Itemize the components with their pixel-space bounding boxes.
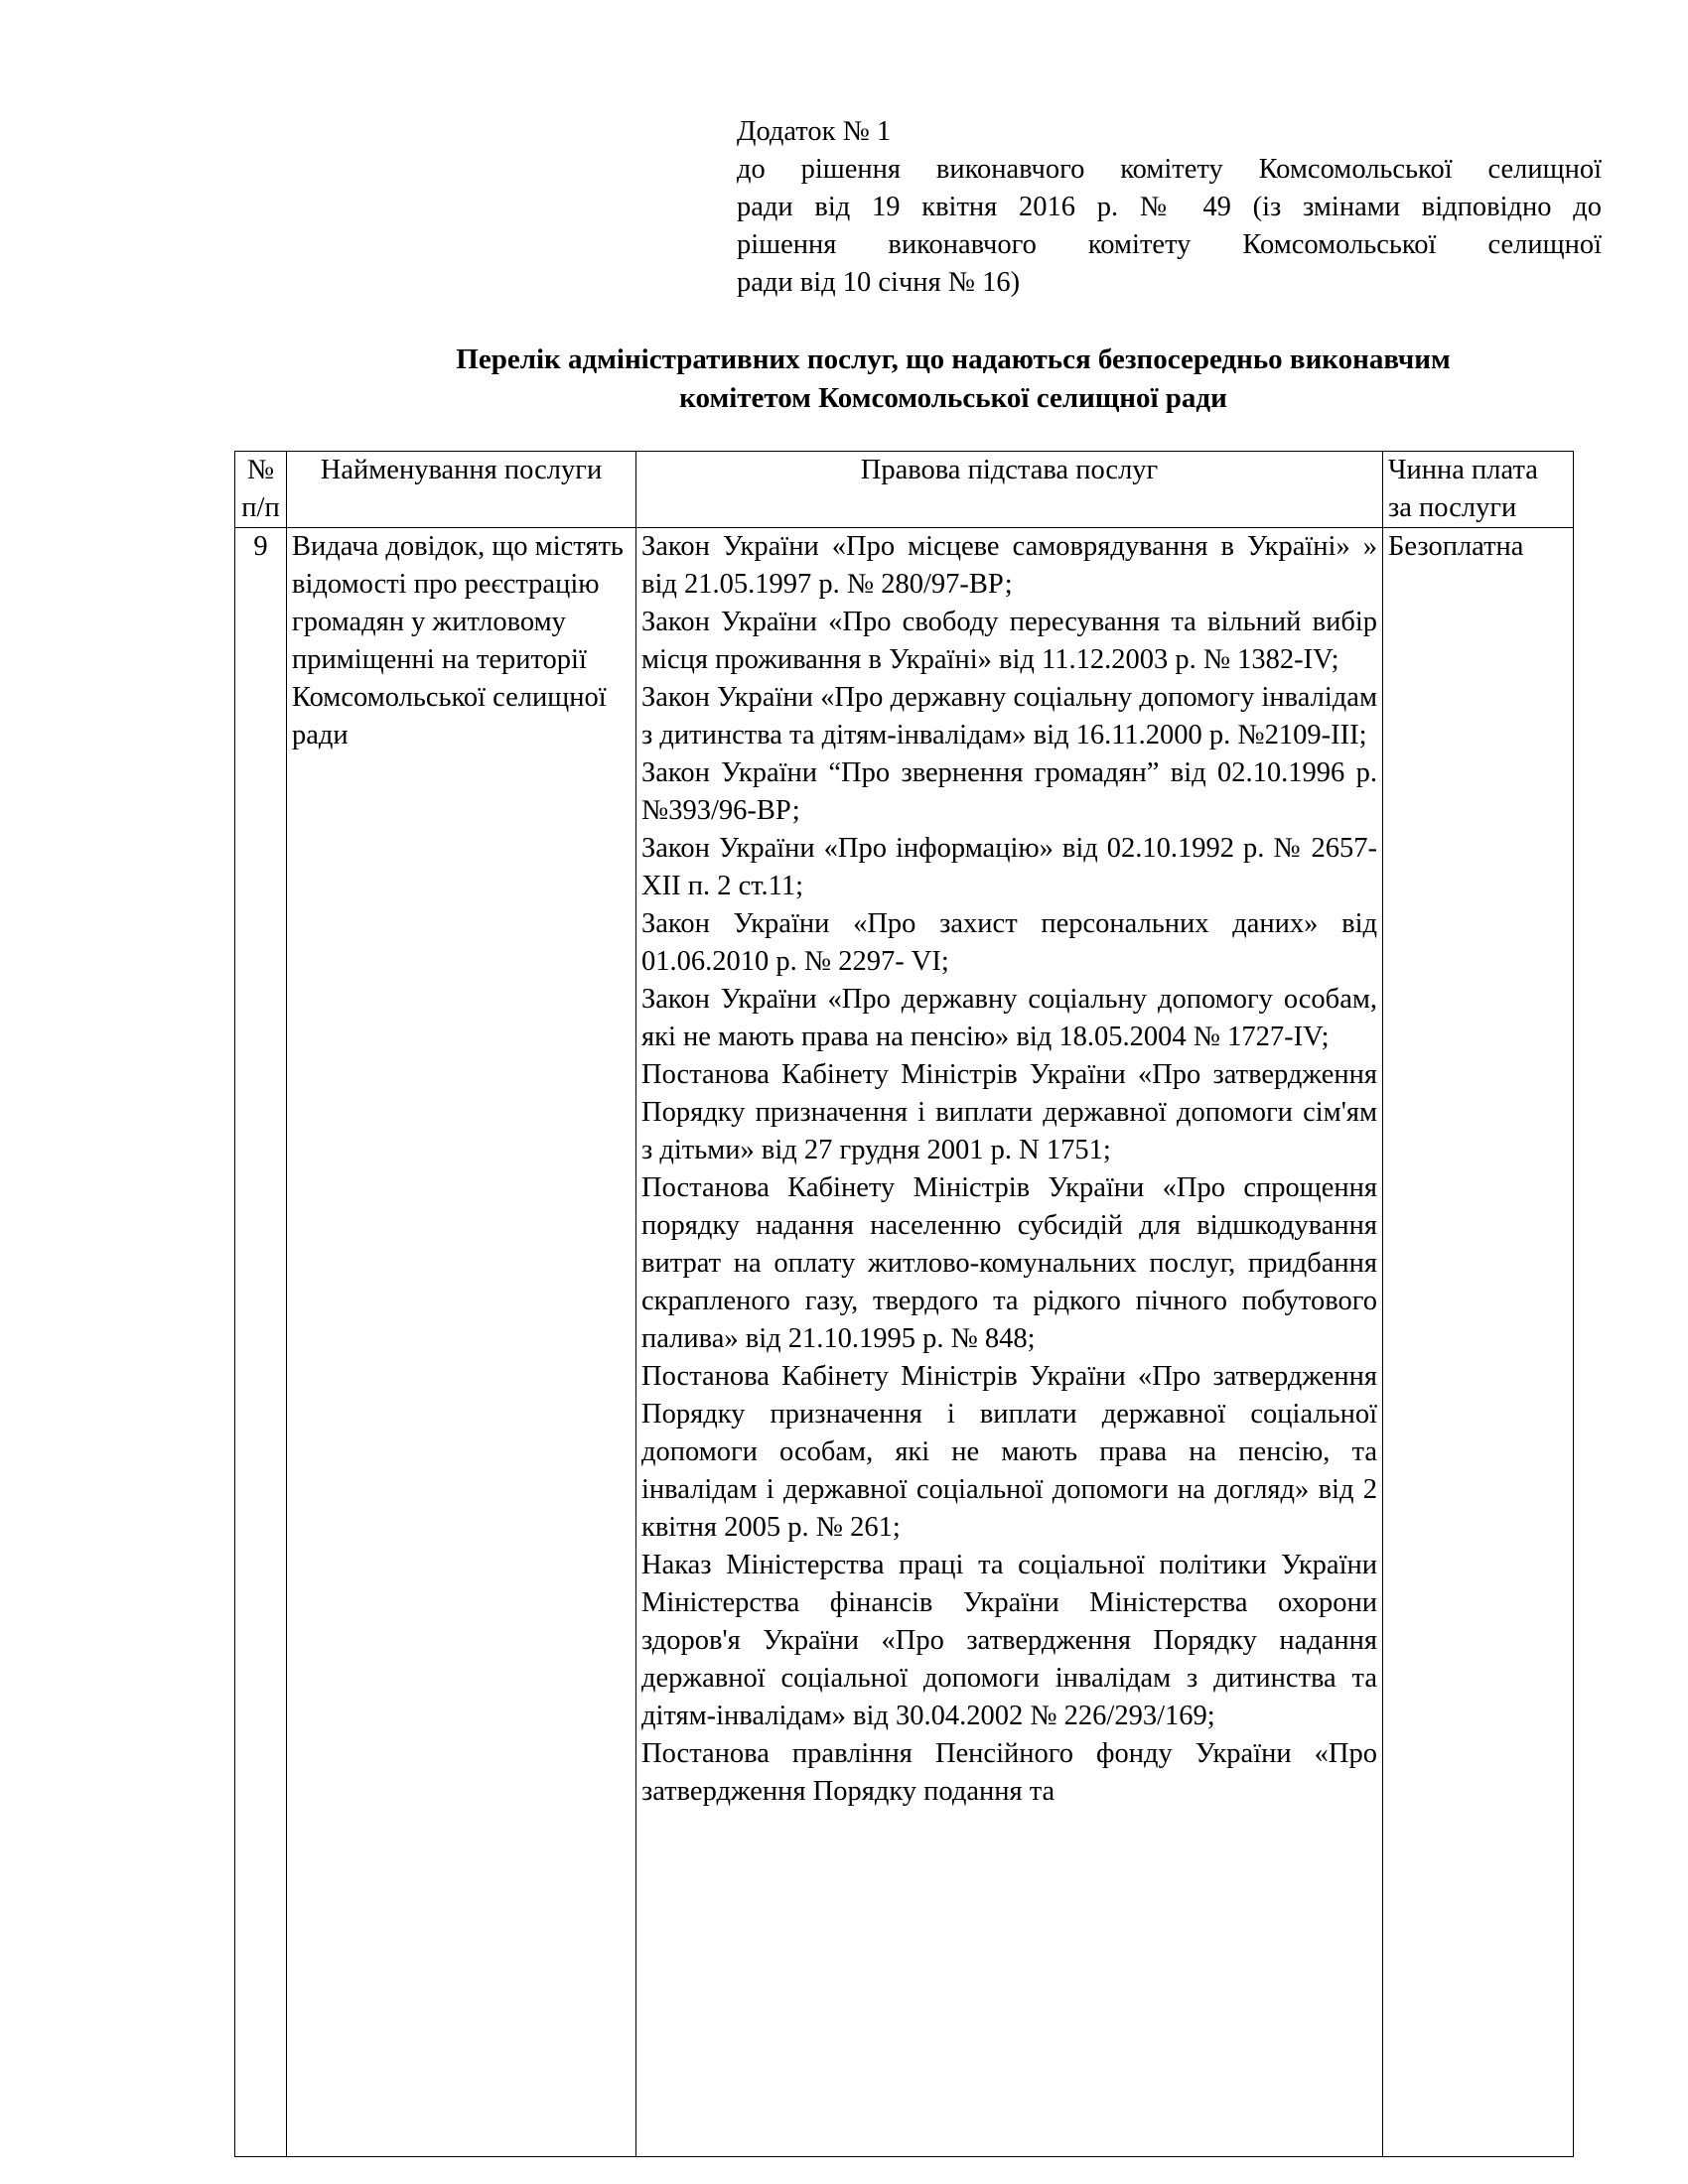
annex-line: ради від 19 квітня 2016 р. № 49 (із змінами відповідно до xyxy=(737,192,1602,222)
legal-basis-item: Постанова Кабінету Міністрів України «Про затвердження Порядку призначення і виплати державної соціальної допомоги особам, які не мають права на пенсію, та інвалідам і державної соціальної допомоги на догляд» від 2 квітня 2005 р. № 261; xyxy=(641,1361,1377,1543)
legal-basis-item: Постанова Кабінету Міністрів України «Про затвердження Порядку призначення і виплати державної допомоги сім'ям з дітьми» від 27 грудня 2001 р. N 1751; xyxy=(641,1059,1377,1165)
header-basis: Правова підстава послуг xyxy=(636,452,1383,528)
legal-basis-item: Постанова Кабінету Міністрів України «Про спрощення порядку надання населенню субсидій для відшкодування витрат на оплату житлово-комунальних послуг, придбання скрапленого газу, твердого та рідкого пічного побутового палива» від 21.10.1995 р. № 848; xyxy=(641,1172,1377,1354)
row-number: 9 xyxy=(235,528,287,2157)
legal-basis-item: Закон України «Про захист персональних даних» від 01.06.2010 р. № 2297- VI; xyxy=(641,908,1377,977)
legal-basis-item: Закон України «Про свободу пересування та вільний вибір місця проживання в Україні» від 11.12.2003 р. № 1382-IV; xyxy=(641,607,1377,675)
annex-line: рішення виконавчого комітету Комсомольської селищної xyxy=(737,229,1602,260)
row-legal-basis xyxy=(636,528,1383,2157)
legal-basis-item: Постанова правління Пенсійного фонду України «Про затвердження Порядку подання та xyxy=(641,1738,1377,1807)
row-service-name: Видача довідок, що містять відомості про реєстрацію громадян у житловому приміщенні на території Комсомольської селищної ради xyxy=(287,528,636,2157)
services-table xyxy=(234,451,1574,2157)
legal-basis-item: Закон України «Про державну соціальну допомогу особам, які не мають права на пенсію» від 18.05.2004 № 1727-IV; xyxy=(641,984,1377,1052)
legal-basis-item: Закон України «Про державну соціальну допомогу інвалідам з дитинства та дітям-інвалідам» від 16.11.2000 р. №2109-III; xyxy=(641,682,1377,751)
title-line: комітетом Комсомольської селищної ради xyxy=(679,382,1227,414)
legal-basis-item: Закон України «Про місцеве самоврядування в Україні» » від 21.05.1997 р. № 280/97-ВР; xyxy=(641,531,1377,600)
table-header-row xyxy=(235,452,1574,528)
legal-basis-item: Закон України «Про інформацію» від 02.10.1992 р. № 2657-XII п. 2 ст.11; xyxy=(641,833,1377,901)
annex-line: Додаток № 1 xyxy=(737,116,892,147)
annex-header xyxy=(737,113,1602,302)
annex-line: до рішення виконавчого комітету Комсомольської селищної xyxy=(737,154,1602,185)
header-fee: Чинна плата за послуги xyxy=(1383,452,1574,528)
row-fee: Безоплатна xyxy=(1383,528,1574,2157)
header-number: № п/п xyxy=(235,452,287,528)
header-name: Найменування послуги xyxy=(287,452,636,528)
title-line: Перелік адміністративних послуг, що надаються безпосередньо виконавчим xyxy=(456,343,1451,375)
document-title xyxy=(328,341,1579,418)
annex-line: ради від 10 січня № 16) xyxy=(737,267,1021,298)
table-row xyxy=(235,528,1574,2157)
legal-basis-item: Наказ Міністерства праці та соціальної політики України Міністерства фінансів України Міністерства охорони здоров'я України «Про затвердження Порядку надання державної соціальної допомоги інвалідам з дитинства та дітям-інвалідам» від 30.04.2002 № 226/293/169; xyxy=(641,1550,1377,1731)
legal-basis-item: Закон України “Про звернення громадян” від 02.10.1996 р. №393/96-ВР; xyxy=(641,757,1377,826)
